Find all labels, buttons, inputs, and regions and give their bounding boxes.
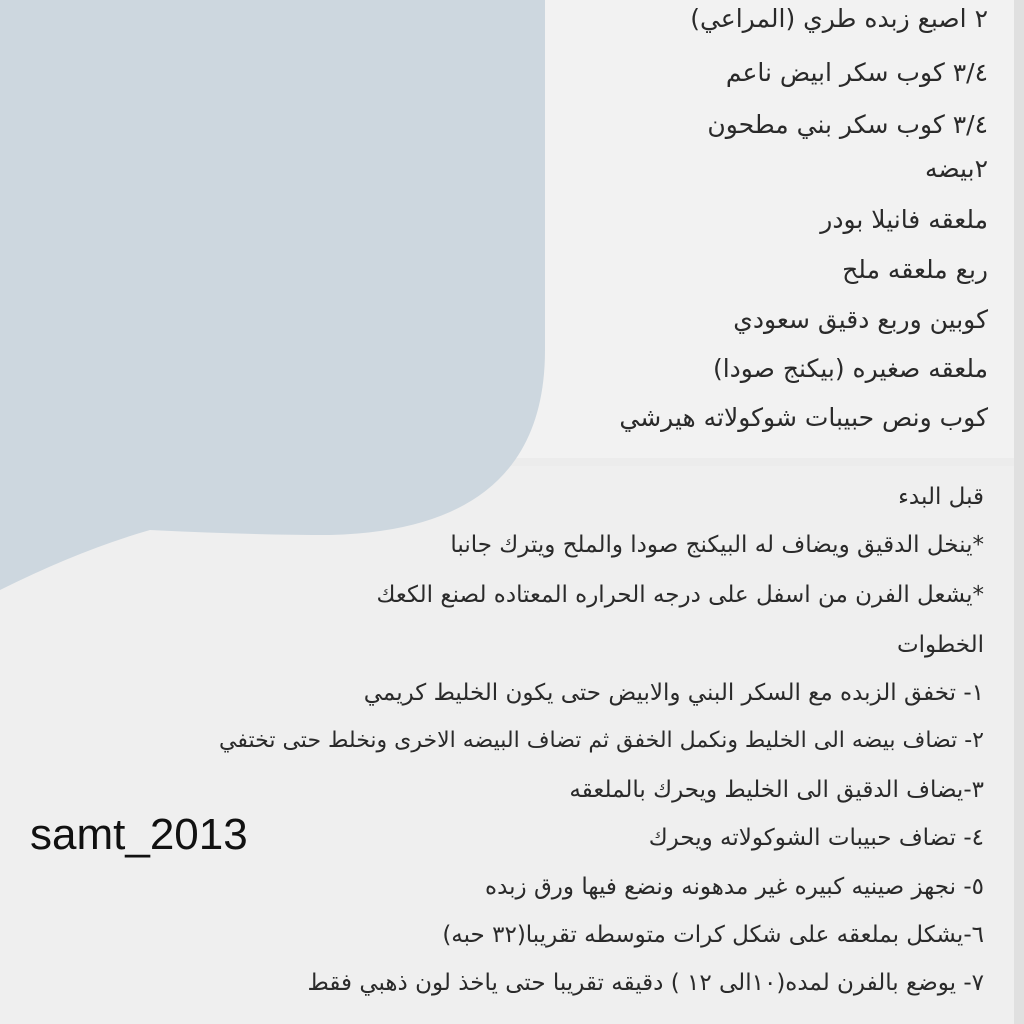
step-line: ٦-يشكل بملعقه على شكل كرات متوسطه تقريبا(٣٢ حبه) xyxy=(442,922,984,948)
steps-heading: الخطوات xyxy=(896,632,984,658)
ingredient-line: ربع ملعقه ملح xyxy=(842,255,988,284)
step-line: ٥- نجهز صينيه كبيره غير مدهونه ونضع فيها ورق زبده xyxy=(485,874,984,900)
cover-blob xyxy=(0,0,545,590)
before-item: *ينخل الدقيق ويضاف له البيكنج صودا والملح ويترك جانبا xyxy=(450,532,984,558)
ingredient-line: ملعقه فانيلا بودر xyxy=(820,205,988,234)
step-line: ٣-يضاف الدقيق الى الخليط ويحرك بالملعقه xyxy=(569,777,984,803)
ingredient-line: ٣/٤ كوب سكر ابيض ناعم xyxy=(725,58,988,87)
step-line: ٢- تضاف بيضه الى الخليط ونكمل الخفق ثم تضاف البيضه الاخرى ونخلط حتى تختفي xyxy=(219,728,984,753)
ingredient-line: ٢ اصبع زبده طري (المراعي) xyxy=(690,4,988,33)
ingredient-line: كوب ونص حبيبات شوكولاته هيرشي xyxy=(619,403,988,432)
step-line: ٤- تضاف حبيبات الشوكولاته ويحرك xyxy=(648,825,984,851)
ingredient-line: ٣/٤ كوب سكر بني مطحون xyxy=(707,110,988,139)
step-line: ٧- يوضع بالفرن لمده(١٠الى ١٢ ) دقيقه تقريبا حتى ياخذ لون ذهبي فقط xyxy=(307,970,984,996)
page-edge xyxy=(1014,0,1024,1024)
step-line: ١- تخفق الزبده مع السكر البني والابيض حتى يكون الخليط كريمي xyxy=(363,680,984,706)
before-heading: قبل البدء xyxy=(898,484,984,510)
watermark: samt_2013 xyxy=(30,810,248,859)
ingredient-line: ملعقه صغيره (بيكنج صودا) xyxy=(712,354,988,383)
ingredient-line: كوبين وربع دقيق سعودي xyxy=(733,305,988,334)
before-item: *يشعل الفرن من اسفل على درجه الحراره المعتاده لصنع الكعك xyxy=(376,582,984,608)
ingredient-line: ٢بيضه xyxy=(924,154,988,183)
